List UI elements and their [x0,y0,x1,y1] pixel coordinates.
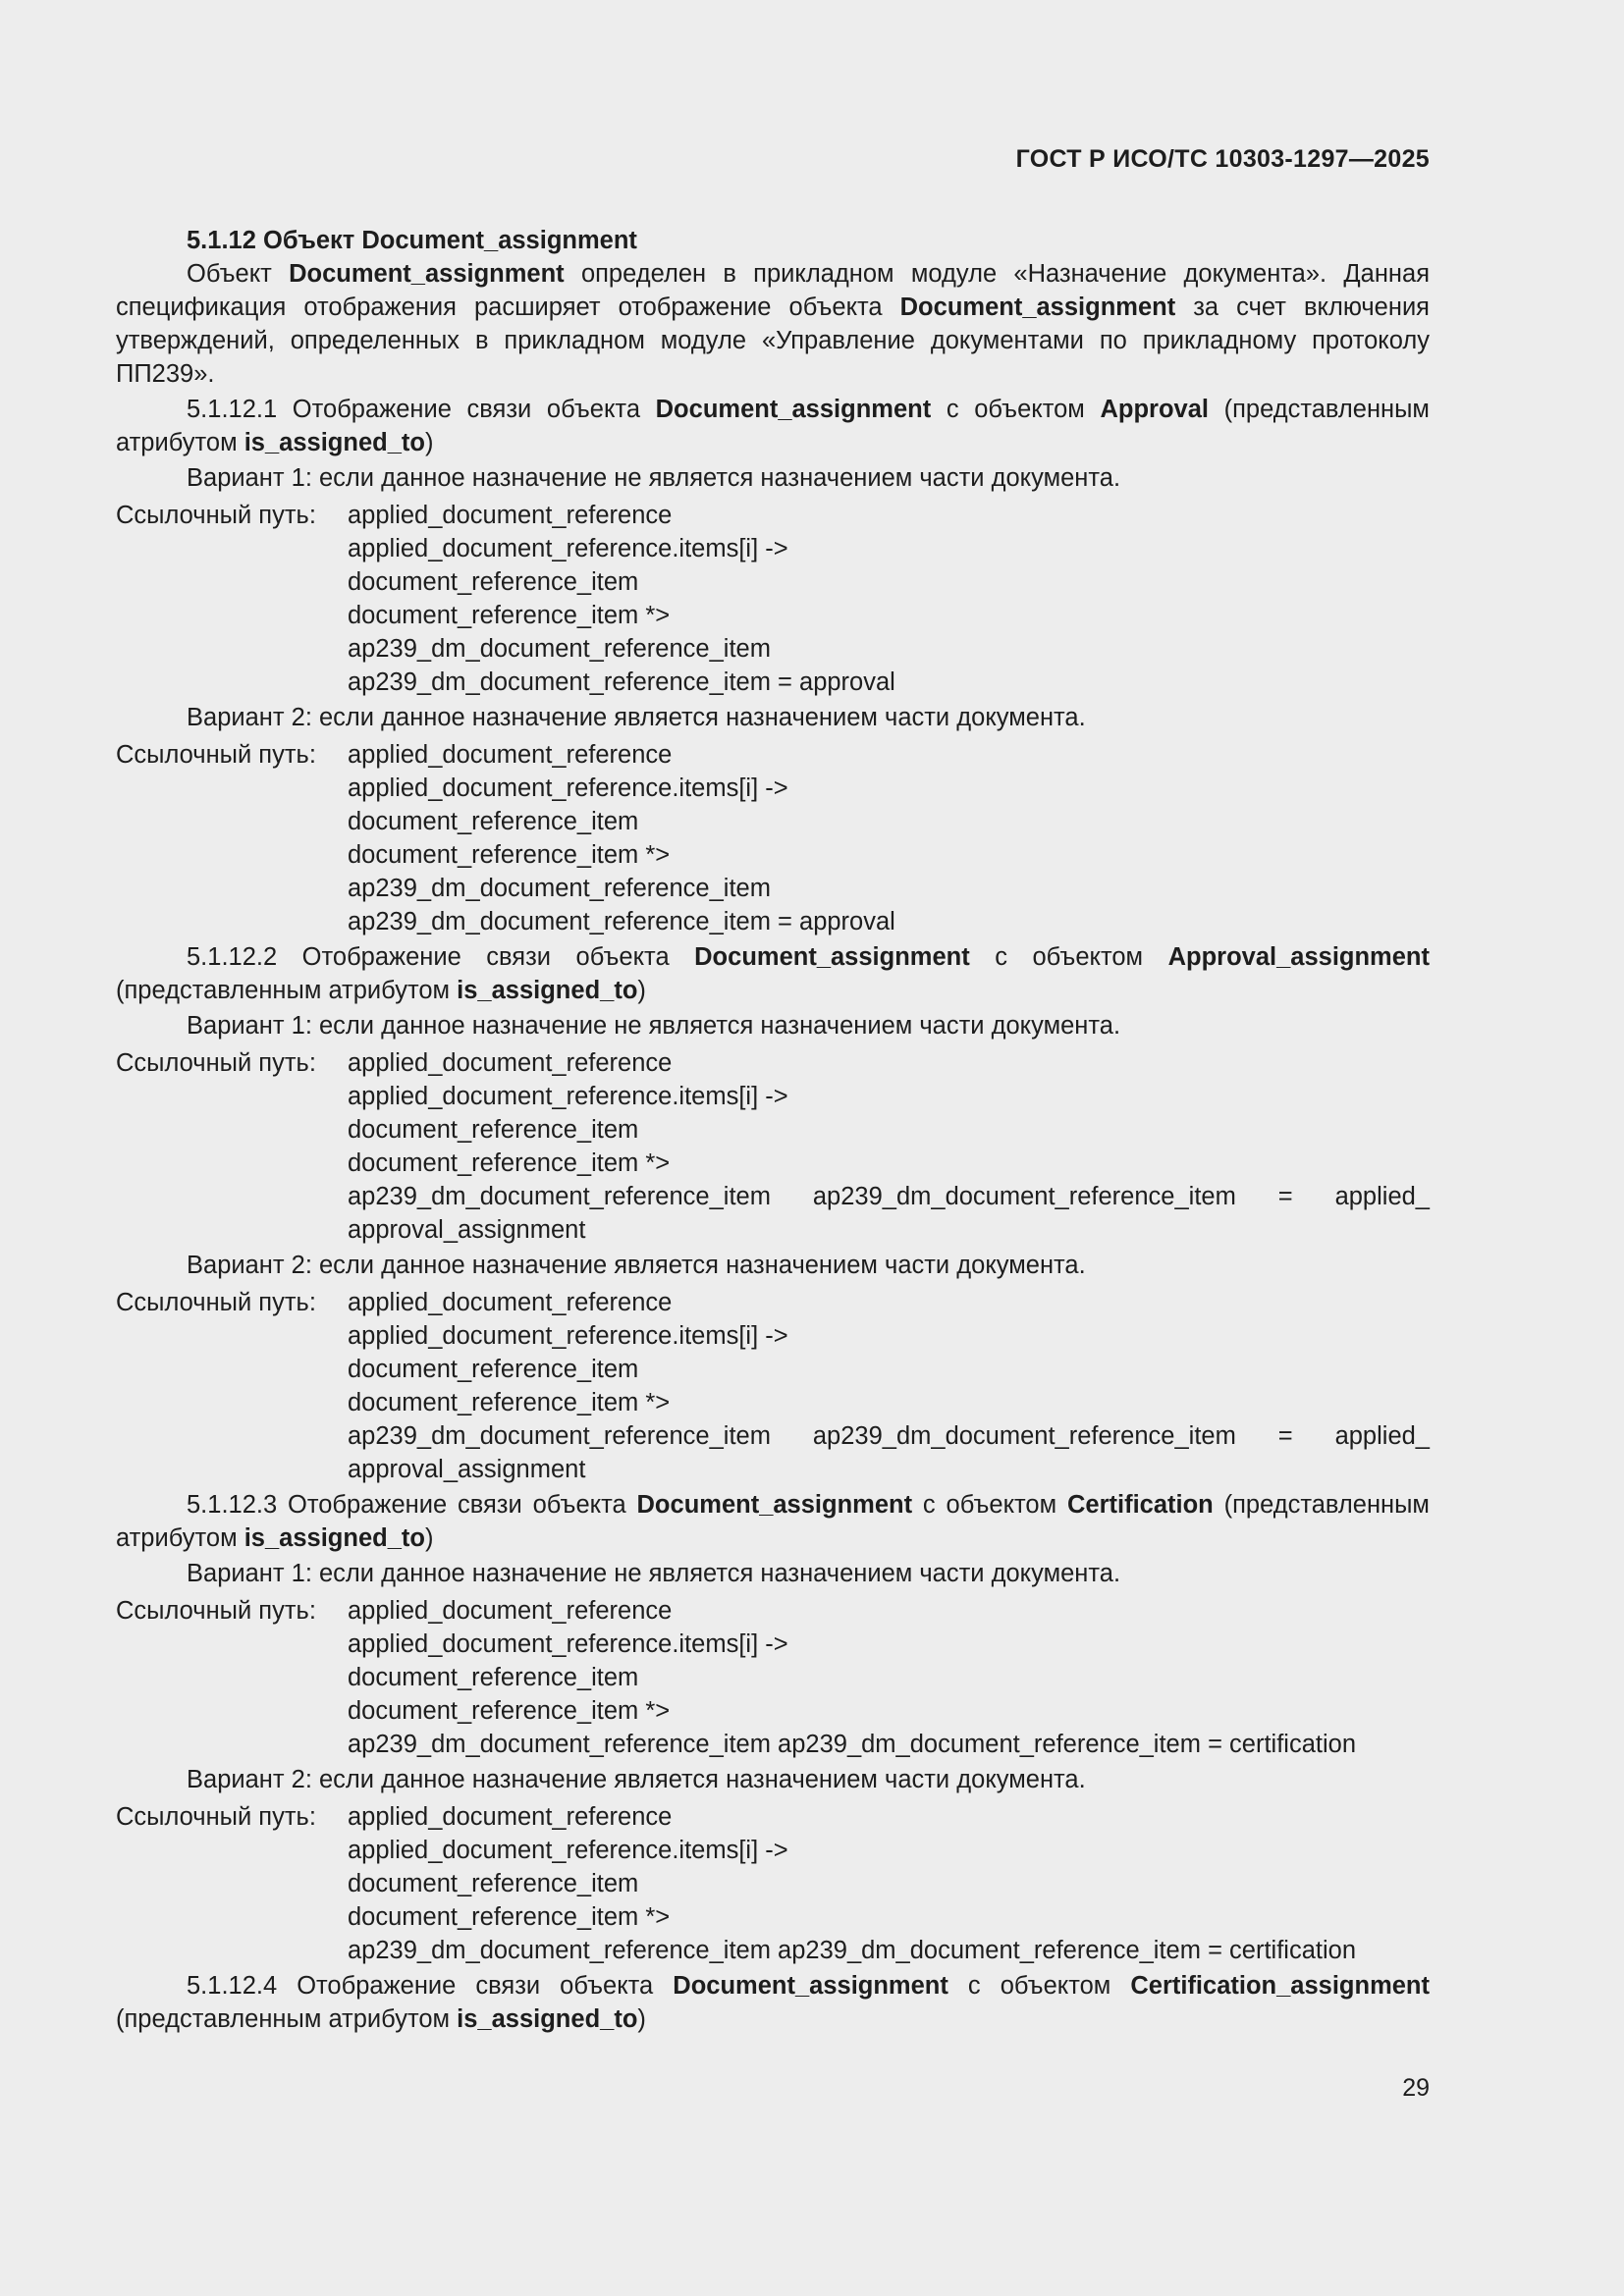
reference-path-line: applied_document_reference [348,1803,673,1831]
reference-path-label: Ссылочный путь: [116,1049,316,1077]
text-run: Объект [187,260,290,288]
bold-term: is_assigned_to [457,977,638,1004]
reference-path-line: document_reference_item *> [348,1903,671,1931]
reference-path-line: applied_document_reference.items[i] -> [348,1837,788,1864]
bold-term: Document_assignment [694,943,970,971]
variant-label: Вариант 2: если данное назначение является назначением части документа. [187,704,1086,731]
reference-path-label: Ссылочный путь: [116,502,316,529]
reference-path-line: approval_assignment [348,1456,586,1483]
text-run: (представленным атрибутом [116,396,1430,456]
document-code-header: ГОСТ Р ИСО/ТС 10303-1297—2025 [1015,145,1430,173]
text-run: за счет включения утверждений, определенных в прикладном модуле «Управление документами по прикладному протоколу ПП239». [116,294,1430,388]
reference-path-line: applied_document_reference.items[i] -> [348,1630,788,1658]
reference-path-line: document_reference_item [348,1870,639,1897]
bold-term: Document_assignment [673,1972,948,2000]
reference-path-line: ap239_dm_document_reference_item = approval [348,668,895,696]
reference-path [116,1594,1430,1761]
text-run: ) [637,2005,646,2033]
reference-path-lines [348,499,1430,699]
reference-path-line: document_reference_item [348,1116,639,1144]
reference-path [116,1286,1430,1486]
reference-path-line: ap239_dm_document_reference_item [348,875,771,902]
reference-path-lines [348,1594,1430,1761]
bold-term: Document_assignment [655,396,932,423]
reference-path [116,1800,1430,1967]
reference-path-line: applied_document_reference [348,502,673,529]
text-run: ) [637,977,646,1004]
text-run: с объектом [947,1972,1131,2000]
variant-label: Вариант 1: если данное назначение не является назначением части документа. [187,1012,1121,1040]
reference-path-line: ap239_dm_document_reference_item ap239_dm_document_reference_item = applied_ [348,1422,1430,1450]
text-run: ) [424,429,434,456]
bold-term: Document_assignment [289,260,565,288]
reference-path-lines [348,1800,1430,1967]
reference-path-line: document_reference_item *> [348,1697,671,1725]
reference-path-line: applied_document_reference.items[i] -> [348,1083,788,1110]
reference-path-line: ap239_dm_document_reference_item ap239_dm_document_reference_item = certification [348,1731,1357,1758]
bold-term: Document_assignment [899,294,1176,321]
text-run: 5.1.12.2 Отображение связи объекта [187,943,695,971]
reference-path-line: document_reference_item [348,808,639,835]
variant-label: Вариант 1: если данное назначение не является назначением части документа. [187,464,1121,492]
bold-term: Approval [1100,396,1209,423]
reference-path-line: ap239_dm_document_reference_item ap239_dm_document_reference_item = certification [348,1937,1357,1964]
bold-term: Document_assignment [636,1491,913,1519]
reference-path-line: approval_assignment [348,1216,586,1244]
text-run: ) [424,1524,434,1552]
bold-term: Certification [1066,1491,1214,1519]
reference-path-lines [348,1286,1430,1486]
subsection-title [116,1488,1430,1555]
reference-path-lines [348,738,1430,938]
bold-term: Approval_assignment [1167,943,1430,971]
page-number: 29 [1402,2074,1430,2102]
reference-path-line: ap239_dm_document_reference_item = approval [348,908,895,935]
text-run: с объектом [969,943,1168,971]
reference-path-label: Ссылочный путь: [116,1597,316,1625]
reference-path-line: document_reference_item *> [348,1389,671,1416]
bold-term: is_assigned_to [244,1524,425,1552]
reference-path [116,499,1430,699]
document-body [116,224,1430,2036]
reference-path-line: applied_document_reference.items[i] -> [348,535,788,562]
text-run: (представленным атрибутом [116,2005,458,2033]
text-run: 5.1.12.4 Отображение связи объекта [187,1972,674,2000]
reference-path-label: Ссылочный путь: [116,1803,316,1831]
subsection-title [116,393,1430,459]
text-run: с объектом [931,396,1101,423]
section-intro [116,257,1430,391]
subsection-title [116,940,1430,1007]
text-run: (представленным атрибутом [116,977,458,1004]
reference-path-lines [348,1046,1430,1247]
reference-path-line: document_reference_item *> [348,841,671,869]
reference-path-line: applied_document_reference [348,1049,673,1077]
reference-path [116,1046,1430,1247]
variant-label: Вариант 2: если данное назначение является назначением части документа. [187,1766,1086,1793]
text-run: определен в прикладном модуле «Назначение документа». Данная спецификация отображения расширяет отображение объекта [116,260,1431,321]
reference-path-line: document_reference_item [348,568,639,596]
reference-path-line: ap239_dm_document_reference_item ap239_dm_document_reference_item = applied_ [348,1183,1430,1210]
variant-label: Вариант 2: если данное назначение является назначением части документа. [187,1252,1086,1279]
subsection-title [116,1969,1430,2036]
reference-path-line: document_reference_item *> [348,602,671,629]
text-run: с объектом [912,1491,1067,1519]
reference-path-label: Ссылочный путь: [116,1289,316,1316]
reference-path-line: ap239_dm_document_reference_item [348,635,771,663]
text-run: 5.1.12.3 Отображение связи объекта [187,1491,637,1519]
subsections-container [116,393,1430,2036]
reference-path-line: applied_document_reference [348,1597,673,1625]
reference-path-line: applied_document_reference.items[i] -> [348,774,788,802]
reference-path-line: applied_document_reference [348,741,673,769]
bold-term: Certification_assignment [1130,1972,1430,2000]
bold-term: is_assigned_to [244,429,425,456]
text-run: (представленным атрибутом [116,1491,1430,1552]
reference-path [116,738,1430,938]
reference-path-line: document_reference_item [348,1356,639,1383]
bold-term: is_assigned_to [457,2005,638,2033]
reference-path-line: document_reference_item *> [348,1149,671,1177]
text-run: 5.1.12.1 Отображение связи объекта [187,396,656,423]
reference-path-line: applied_document_reference [348,1289,673,1316]
reference-path-label: Ссылочный путь: [116,741,316,769]
reference-path-line: document_reference_item [348,1664,639,1691]
variant-label: Вариант 1: если данное назначение не является назначением части документа. [187,1560,1121,1587]
reference-path-line: applied_document_reference.items[i] -> [348,1322,788,1350]
section-heading: 5.1.12 Объект Document_assignment [187,227,637,254]
